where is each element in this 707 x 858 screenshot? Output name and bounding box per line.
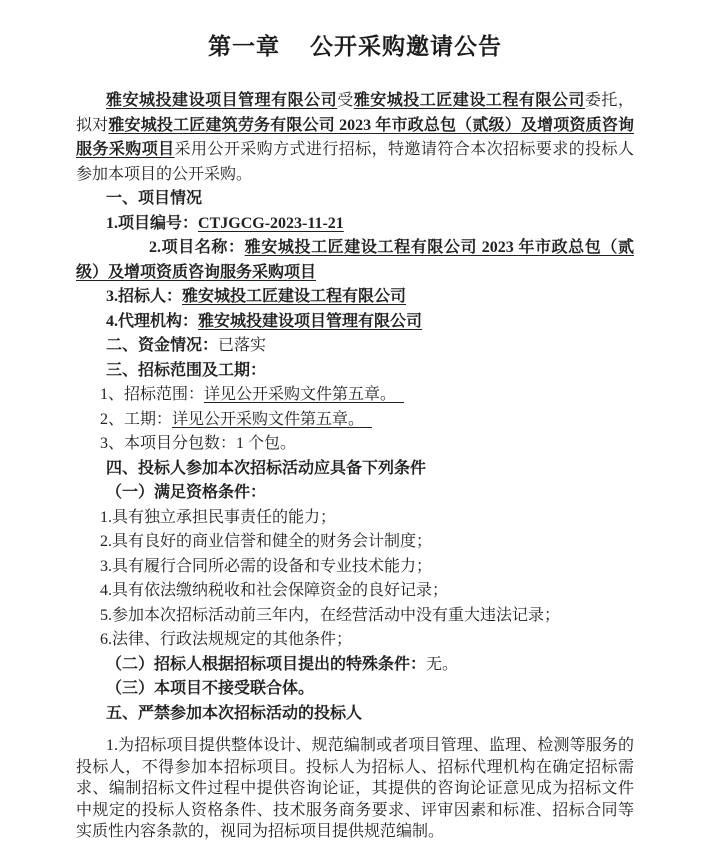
text-run: 雅安城投建设项目管理有限公司 <box>198 312 423 330</box>
document-body <box>76 89 634 843</box>
chapter-title: 公开采购邀请公告 <box>309 34 502 59</box>
project-number-line <box>76 212 634 237</box>
tenderee-line <box>76 285 634 310</box>
no-consortium-subheading <box>76 677 634 702</box>
text-run: 四、投标人参加本次招标活动应具备下列条件 <box>106 459 427 477</box>
text-run: 雅安城投工匠建设工程有限公司 <box>353 92 585 109</box>
text-run: 1、招标范围： <box>100 386 205 403</box>
text-run: （三）本项目不接受联合体。 <box>106 680 315 697</box>
text-run: 已落实 <box>218 337 267 354</box>
qualification-item-1 <box>76 506 634 531</box>
text-run: 雅安城投工匠建设工程有限公司 <box>182 288 407 305</box>
agency-line <box>76 310 634 335</box>
text-run: 二、资金情况： <box>106 337 219 354</box>
text-run: 4.代理机构： <box>106 312 199 330</box>
text-run: 详见公开采购文件第五章。 <box>204 386 405 403</box>
duration-line <box>76 408 634 433</box>
text-run: 无。 <box>426 655 459 673</box>
text-run: 1.为招标项目提供整体设计、规范编制或者项目管理、监理、检测等服务的投标人，不得参加本招标项目。投标人为招标人、招标代理机构在确定招标需求、编制招标文件过程中提供咨询论证，其提供的咨询论证意见成为招标文件中规定的投标人资格条件、技术服务商务要求、评审因素和标准、招标合同等实质性内容条款的，视同为招标项目提供规范编制。 <box>76 737 634 840</box>
project-name-line <box>76 236 634 285</box>
text-run: 5.参加本次招标活动前三年内，在经营活动中没有重大违法记录； <box>100 606 561 624</box>
section-heading-4 <box>76 457 634 482</box>
text-run: 2.具有良好的商业信誉和健全的财务会计制度； <box>100 533 433 550</box>
text-run: 2、工期： <box>100 410 173 428</box>
qualification-subheading <box>76 481 634 506</box>
section-heading-5 <box>76 702 634 727</box>
text-run: 6.法律、行政法规规定的其他条件； <box>100 631 353 648</box>
text-run: 3.具有履行合同所必需的设备和专业技术能力； <box>100 557 433 575</box>
prohibited-bidders-paragraph <box>76 735 634 843</box>
text-run: 五、严禁参加本次招标活动的投标人 <box>106 704 363 722</box>
qualification-item-6 <box>76 628 634 653</box>
package-count-line <box>76 432 634 457</box>
text-run: 一、项目情况 <box>106 190 203 207</box>
text-run: 1.具有独立承担民事责任的能力； <box>100 508 337 526</box>
special-condition-subheading <box>76 653 634 678</box>
text-run: 雅安城投工匠建设工程有限公司 2023 年市政总包（贰级）及增项资质咨询服务采购项目 <box>76 239 634 281</box>
text-run: CTJGCG-2023-11-21 <box>198 214 344 232</box>
text-run: 4.具有依法缴纳税收和社会保障资金的良好记录； <box>100 582 449 599</box>
text-run: 受 <box>337 92 354 109</box>
text-run: （一）满足资格条件： <box>106 484 267 501</box>
section-heading-1 <box>76 187 634 212</box>
text-run: 详见公开采购文件第五章。 <box>172 410 373 428</box>
text-run: 雅安城投建设项目管理有限公司 <box>106 92 338 109</box>
qualification-item-4 <box>76 579 634 604</box>
qualification-item-2 <box>76 530 634 555</box>
text-run: （二）招标人根据招标项目提出的特殊条件： <box>106 655 427 673</box>
text-run: 委托，拟对 <box>76 92 634 134</box>
scope-line <box>76 383 634 408</box>
section-heading-2 <box>76 334 634 359</box>
text-run: 雅安城投工匠建筑劳务有限公司 2023 年市政总包（贰级）及增项资质咨询服务采购项目 <box>76 116 634 158</box>
text-run: 1.项目编号： <box>106 214 199 232</box>
qualification-item-3 <box>76 555 634 580</box>
qualification-item-5 <box>76 604 634 629</box>
text-run: 3、本项目分包数：1 个包。 <box>100 435 297 452</box>
page-title <box>76 28 634 61</box>
text-run: 三、招标范围及工期： <box>106 361 267 379</box>
section-heading-3 <box>76 359 634 384</box>
text-run: 3.招标人： <box>106 288 183 305</box>
chapter-number: 第一章 <box>208 34 281 59</box>
text-run: 2.项目名称： <box>149 239 245 256</box>
text-run: 采用公开采购方式进行招标，特邀请符合本次招标要求的投标人参加本项目的公开采购。 <box>76 141 634 183</box>
intro-paragraph <box>76 89 634 187</box>
